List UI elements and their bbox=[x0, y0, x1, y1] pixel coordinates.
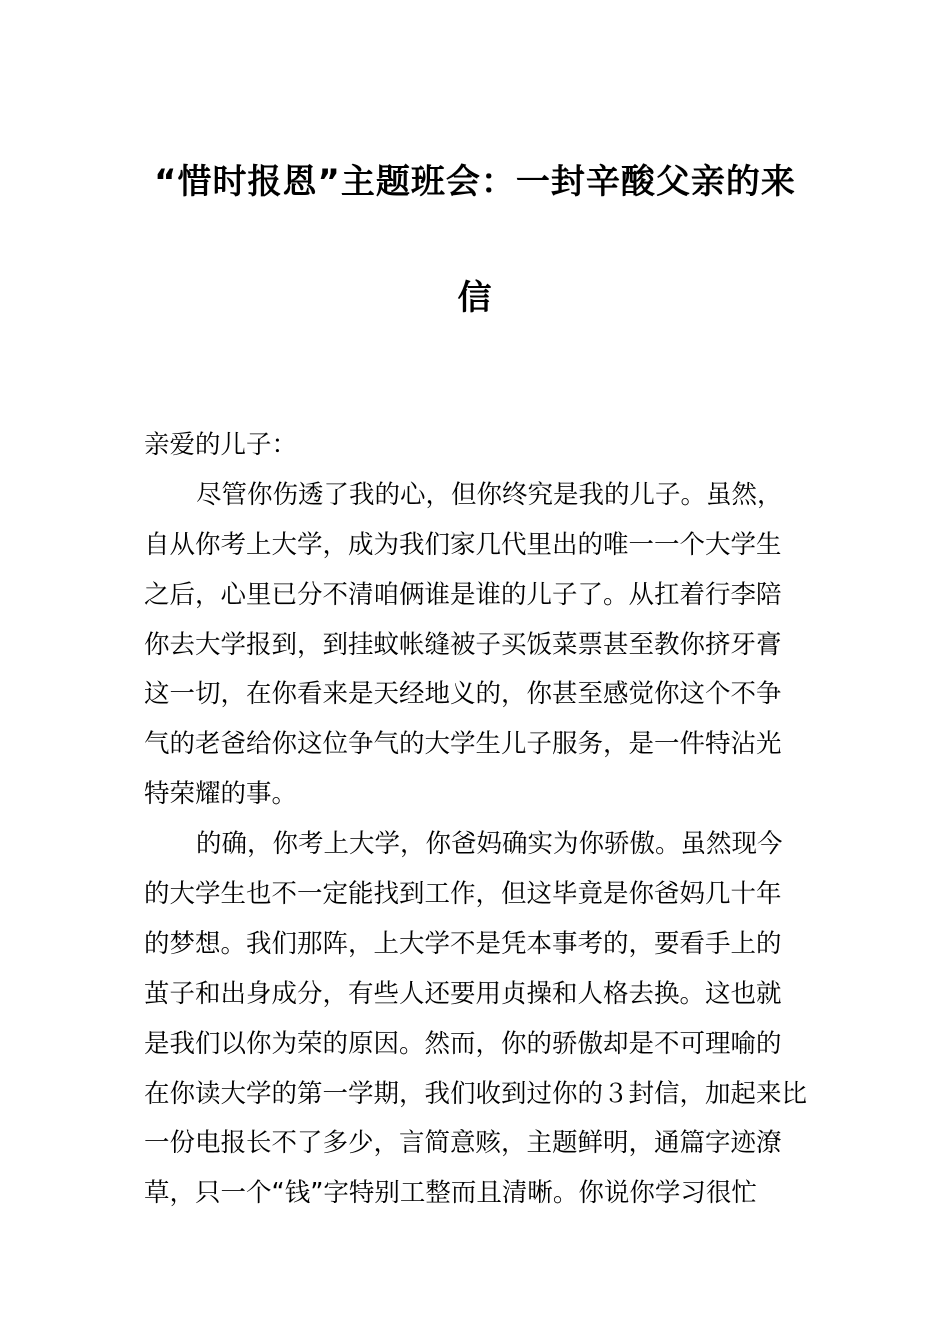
paragraph-line: 的梦想。我们那阵，上大学不是凭本事考的，要看手上的 bbox=[144, 928, 782, 959]
paragraph-line: 之后，心里已分不清咱俩谁是谁的儿子了。从扛着行李陪 bbox=[144, 579, 782, 610]
paragraph-line: 自从你考上大学，成为我们家几代里出的唯一一个大学生 bbox=[144, 529, 782, 560]
paragraph-line: 一份电报长不了多少，言简意赅，主题鲜明，通篇字迹潦 bbox=[144, 1128, 782, 1159]
document-title-line-1: “惜时报恩”主题班会：一封辛酸父亲的来 bbox=[154, 162, 796, 202]
paragraph-line: 这一切，在你看来是天经地义的，你甚至感觉你这个不争 bbox=[144, 679, 782, 710]
paragraph-line: 的大学生也不一定能找到工作，但这毕竟是你爸妈几十年 bbox=[144, 879, 782, 910]
paragraph-2 bbox=[144, 820, 824, 1219]
paragraph-1 bbox=[144, 471, 824, 820]
paragraph-line: 特荣耀的事。 bbox=[144, 779, 298, 810]
paragraph-line: 尽管你伤透了我的心，但你终究是我的儿子。虽然， bbox=[196, 479, 783, 510]
document-title-line-2: 信 bbox=[457, 278, 493, 318]
paragraph-line: 是我们以你为荣的原因。然而，你的骄傲却是不可理喻的 bbox=[144, 1028, 782, 1059]
paragraph-line: 草，只一个“钱”字特别工整而且清晰。你说你学习很忙 bbox=[144, 1178, 757, 1209]
paragraph-line: 你去大学报到，到挂蚊帐缝被子买饭菜票甚至教你挤牙膏 bbox=[144, 629, 782, 660]
salutation: 亲爱的儿子： bbox=[144, 430, 298, 460]
paragraph-line: 茧子和出身成分，有些人还要用贞操和人格去换。这也就 bbox=[144, 978, 782, 1009]
paragraph-line: 的确，你考上大学，你爸妈确实为你骄傲。虽然现今 bbox=[196, 829, 783, 860]
paragraph-line: 气的老爸给你这位争气的大学生儿子服务，是一件特沾光 bbox=[144, 729, 782, 760]
letter-body bbox=[144, 421, 824, 1219]
paragraph-line: 在你读大学的第一学期，我们收到过你的３封信，加起来比 bbox=[144, 1078, 808, 1109]
